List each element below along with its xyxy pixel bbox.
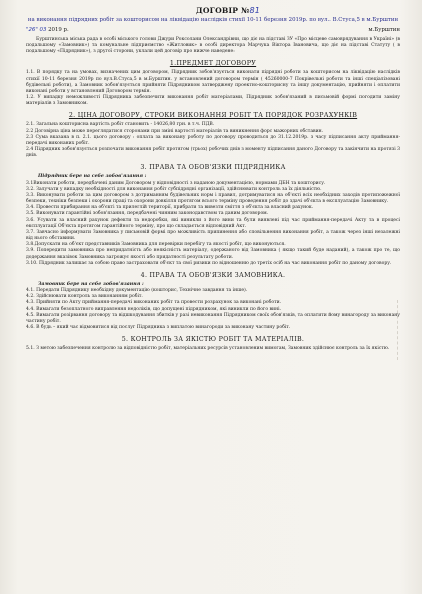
- title-text: ДОГОВІР №: [195, 6, 250, 15]
- paragraph: 3.10. Підрядник залишає за собою право застраховати об'єкт та свої ризики по відношенню до третіх осіб на час виконання робіт по даному договору.: [26, 260, 392, 266]
- paragraph: 2.2 Договірна ціна може переглядатися сторонами при зміні вартості матеріалів та виникнення форс мажорних обставин.: [26, 128, 324, 134]
- paragraph: 3.8.Допускати на об'єкт представників Замовника для перевірки перебігу та якості робіт, що виконуються.: [26, 242, 286, 248]
- paragraph: 3.5. Виконувати гарантійні зобов'язання, передбачені чинним законодавством та даним договором.: [26, 211, 269, 217]
- paragraph: 3.6. Усувати за власний рахунок дефекти та недоробки, які виникли з його вини та були виявлені під час приймання-передачі Акту та в процесі експлуатації Об'єкта протягом гарантійного терміну, про що складається відповідний Акт.: [26, 217, 400, 229]
- paragraph: 4.3. Прийняти по Акту приймання-передачі виконаних робіт та провести розрахунок за виконані роботи.: [26, 300, 282, 306]
- paragraph: 3.3. Виконувати роботи за цим договором з дотриманням будівельних норм і правил, дотримуватися на об'єкті всіх необхідних заходів протипожежної безпеки, техніки безпеки і охорони праці та охорони довкілля протягом всього терміну проведення робіт до здачі об'єкта в експлуатацію Замовнику.: [26, 192, 400, 205]
- handwritten-date: "26" 03: [26, 27, 47, 33]
- section-heading: 2. ЦІНА ДОГОВОРУ, СТРОКИ ВИКОНАННЯ РОБІТ ТА ПОРЯДОК РОЗРАХУНКІВ: [68, 112, 358, 120]
- paragraph: 3.2. Залучати у випадку необхідності для виконання робіт субпідрядні організації, здійснювати контроль за їх діяльністю.: [26, 186, 322, 192]
- paragraph: 2.1. Загальна кошторисна вартість робіт становить - 14026,80 грн. в т.ч. ПДВ.: [26, 122, 215, 128]
- section-heading: 3. ПРАВА ТА ОБОВ'ЯЗКИ ПІДРЯДНИКА: [140, 164, 286, 172]
- paragraph: 2.3 Сума вказана в п. 2.1. цього договору : оплата за виконану роботу по договору проводиться до 31.12.2019р. з часу підписання акту приймання-передачі виконаних робіт.: [26, 134, 400, 146]
- intro-paragraph: Бурштинська міська рада в особі міського голови Джури Роксолани Олександрівни, що діє на підставі ЗУ «Про місцеве самоврядування в Україні» (в подальшому «Замовник») та комунальне підприємство «Житловик» в особі директора Марчука Віктора Івановича, що діє на підставі Статуту ( в подальшому «Підрядник»), з другої сторони, уклали цей договір про нижче наведене:: [26, 37, 400, 55]
- contract-date: [26, 27, 69, 33]
- paragraph: 3.4. Провести прибирання на об'єкті та прилеглій території, прибрати та вивезти сміття з об'єкта за власний рахунок.: [26, 205, 314, 211]
- contract-subject: на виконання підрядних робіт за кошторисом на ліквідацію наслідків стихії 10-11 березня 2019р. по вул.. В.Стуса,5 в м.Бурштин: [27, 17, 399, 23]
- paragraph: 4.2. Здійснювати контроль за виконанням робіт.: [26, 294, 143, 300]
- contract-year: 2019 р.: [48, 27, 69, 33]
- binding-mark: [397, 300, 412, 360]
- paragraph: 5.1. З метою забезпечення контролю за відповідністю робіт, матеріальних ресурсів установленим вимогам, Замовник здійснює контроль за їх якістю.: [26, 346, 390, 352]
- paragraph: 3.1Виконати роботи, передбачені даним Договором у відповідності з наданою документацією, нормами ДБН та кошторису.: [26, 180, 326, 186]
- section-heading: 4. ПРАВА ТА ОБОВ'ЯЗКИ ЗАМОВНИКА.: [140, 271, 286, 279]
- section-subheading: Замовник бере на себе зобов'язання :: [38, 281, 144, 287]
- paragraph: 1.2. У випадку неможливості Підрядника забезпечити виконання робіт матеріалами, Підрядник зобов'язаний в письмовій формі погодити заміну матеріалів з Замовником.: [26, 95, 400, 107]
- section-heading: 5. КОНТРОЛЬ ЗА ЯКІСТЮ РОБІТ ТА МАТЕРІАЛІВ.: [121, 336, 305, 344]
- paragraph: 3.7. Завчасно інформувати Замовника у письмовій формі про можливість припинення або сповільнення виконання робіт, а також через інші незалежні від нього обставини.: [26, 229, 400, 242]
- paragraph: 1.1. В порядку та на умовах, визначених цим договором, Підрядник зобов'язується виконати підрядні роботи за кошторисом на ліквідацію наслідків стихії 10-11 березня 2019р по вул.В.Стуса,5 в м.Бурштин. у встановлений договором термін ( 45260000-7 Покрівельні роботи та інші спеціалізовані будівельні роботи), а Замовник зобов'язується прийняти Підрядником затверджену проектно-кошторисну та іншу документацію, прийняти і оплатити виконані роботи у встановлений Договором термін.: [26, 70, 400, 94]
- section-subheading: Підрядник бере на себе зобов'язання :: [38, 174, 147, 180]
- paragraph: 4.6. В будь – який час відмовитися від послуг Підрядника з виплатою винагороди за виконану частину робіт.: [26, 325, 291, 331]
- paragraph: 4.1. Передати Підряднику необхідну документацію (кошторис, Технічне завдання та інше).: [26, 288, 248, 294]
- contract-number: 81: [249, 6, 261, 15]
- section-heading: 1.ПРЕДМЕТ ДОГОВОРУ: [169, 60, 257, 68]
- document-title: [56, 6, 400, 15]
- paragraph: 4.4. Вимагати безоплатного виправлення недоліків, що допущені підрядником, які виникли по його вині.: [26, 306, 282, 312]
- date-place-row: [26, 27, 400, 33]
- paragraph: 2.4 Підрядник зобов'язується розпочати виконання робіт протягом (трьох) робочих днів з моменту підписання даного Договору та закінчити на протязі 3 днів.: [26, 147, 400, 159]
- paragraph: 4.5. Вимагати розірвання договору та відшкодування збитків у разі невиконання Підрядником своїх обов'язків, та оплатити йому винагороду за виконану частину робіт.: [26, 312, 400, 324]
- paragraph: 3.9. Попередити замовника про непридатність або неякісність матеріалу, одержаного від Замовника ( якщо такий буде наданий), а також про те, що додержання вказівок Замовника загрожує якості або придатності результату роботи.: [26, 248, 400, 260]
- contract-city: м.Бурштин: [368, 27, 400, 33]
